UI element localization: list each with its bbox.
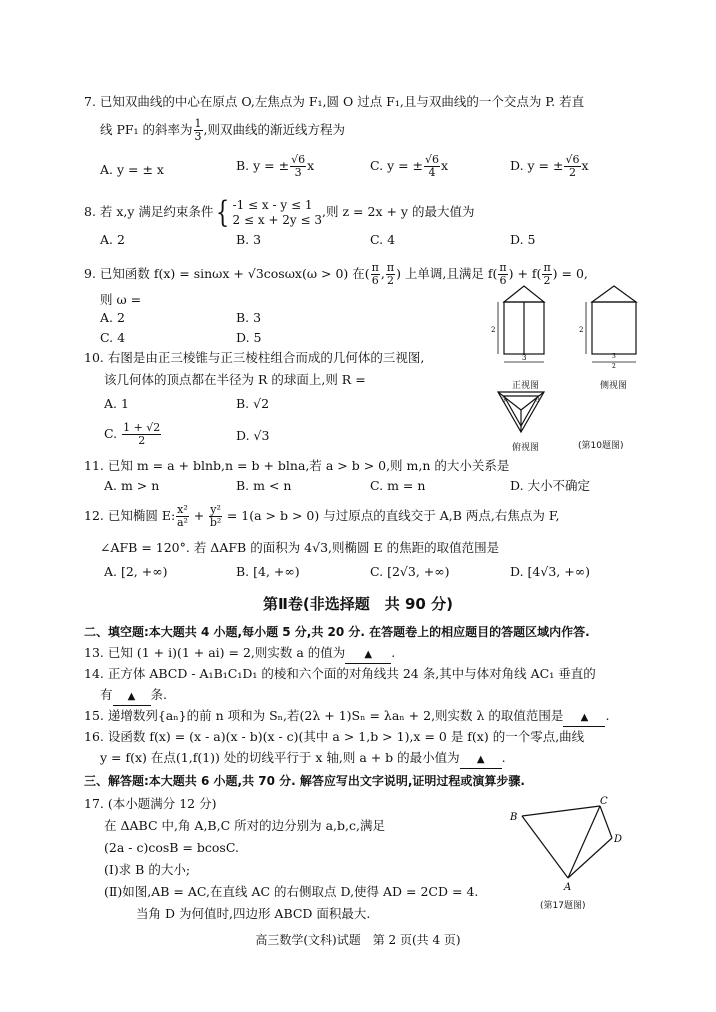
q11-line1: 11. 已知 m = a + blnb,n = b + blna,若 a > b > 0,则 m,n 的大小关系是 bbox=[84, 458, 510, 473]
top-view-dim-right: 3 bbox=[536, 397, 540, 404]
q17-quadrilateral-figure bbox=[508, 792, 638, 914]
q16-line1: 16. 设函数 f(x) = (x - a)(x - b)(x - c)(其中 a > 1,b > 1),x = 0 是 f(x) 的一个零点,曲线 bbox=[84, 729, 585, 744]
q7-b-fraction bbox=[290, 154, 306, 179]
q8-option-b: B. 3 bbox=[236, 232, 262, 247]
q10-c-den: 2 bbox=[138, 434, 146, 447]
side-view-dim-num: 3 bbox=[612, 353, 616, 360]
side-view-dim-2: 2 bbox=[579, 326, 584, 334]
q17-line3: (2a - c)cosB = bcosC. bbox=[104, 840, 239, 855]
q12-frac-x bbox=[176, 504, 189, 529]
q14-post: 条. bbox=[150, 687, 167, 702]
q8-system bbox=[233, 198, 323, 228]
q9-mid2: ) + f( bbox=[508, 266, 542, 281]
q9-frac1-num: π bbox=[371, 261, 379, 274]
q17-line6: 当角 D 为何值时,四边形 ABCD 面积最大. bbox=[136, 906, 371, 921]
q12-frac-y bbox=[209, 504, 222, 529]
q10-option-b: B. √2 bbox=[236, 396, 270, 411]
q7-b-den: 3 bbox=[294, 166, 302, 179]
q7-line2-post: ,则双曲线的渐近线方程为 bbox=[203, 122, 346, 137]
q16-line2: y = f(x) 在点(1,f(1)) 处的切线平行于 x 轴,则 a + b 的最小值为 ▲ . bbox=[100, 750, 506, 769]
q17-line5: (Ⅱ)如图,AB = AC,在直线 AC 的右侧取点 D,使得 AD = 2CD = 4. bbox=[104, 884, 479, 899]
q8-option-d: D. 5 bbox=[510, 232, 536, 247]
q12-plus: + bbox=[193, 508, 205, 523]
q7-option-b bbox=[236, 154, 314, 179]
q15-stem: 15. 递增数列{aₙ}的前 n 项和为 Sₙ,若(2λ + 1)Sₙ = λaₙ + 2,则实数 λ 的取值范围是 bbox=[84, 708, 564, 723]
q12-x2: x² bbox=[177, 503, 188, 516]
q7-slope-den: 3 bbox=[194, 130, 202, 143]
front-view-drawing bbox=[498, 286, 544, 362]
q12-y2: y² bbox=[210, 503, 221, 516]
q15-answer-blank[interactable]: ▲ bbox=[563, 710, 605, 727]
side-view-drawing bbox=[586, 286, 636, 362]
q7-d-fraction bbox=[564, 154, 580, 179]
q9-line2: 则 ω = bbox=[100, 292, 142, 307]
q15-text: 15. 递增数列{aₙ}的前 n 项和为 Sₙ,若(2λ + 1)Sₙ = λaₙ + 2,则实数 λ 的取值范围是 ▲ . bbox=[84, 708, 609, 727]
q12-option-d: D. [4√3, +∞) bbox=[510, 564, 590, 579]
q12-post: = 1(a > b > 0) 与过原点的直线交于 A,B 两点,右焦点为 F, bbox=[226, 508, 560, 523]
q11-option-b: B. m < n bbox=[236, 478, 292, 493]
q9-option-a: A. 2 bbox=[100, 310, 125, 325]
q14-line1: 14. 正方体 ABCD - A₁B₁C₁D₁ 的棱和六个面的对角线共 24 条,其中与体对角线 AC₁ 垂直的 bbox=[84, 666, 596, 681]
q9-frac1-den: 6 bbox=[371, 274, 379, 287]
q14-pre: 有 bbox=[100, 687, 113, 702]
q16-stem: y = f(x) 在点(1,f(1)) 处的切线平行于 x 轴,则 a + b 的最小值为 bbox=[100, 750, 460, 765]
q14-line2 bbox=[100, 687, 167, 706]
q7-b-num: √6 bbox=[291, 153, 306, 166]
q9-pre: 9. 已知函数 f(x) = sinωx + √3cosωx(ω > 0) 在( bbox=[84, 266, 370, 281]
q12-option-c: C. [2√3, +∞) bbox=[370, 564, 450, 579]
q10-option-a: A. 1 bbox=[104, 396, 129, 411]
q7-c-pre: C. y = ± bbox=[370, 158, 424, 173]
side-view-label: 侧视图 bbox=[600, 381, 628, 391]
q10-option-c bbox=[104, 422, 162, 447]
q8-stem bbox=[84, 196, 474, 228]
figure10-caption: (第10题图) bbox=[578, 441, 624, 451]
front-view-label: 正视图 bbox=[512, 381, 540, 391]
q7-option-a: A. y = ± x bbox=[100, 162, 164, 177]
q7-b-x: x bbox=[307, 158, 315, 173]
q12-option-b: B. [4, +∞) bbox=[236, 564, 300, 579]
q10-line1: 10. 右图是由正三棱锥与正三棱柱组合而成的几何体的三视图, bbox=[84, 350, 425, 365]
q9-option-c: C. 4 bbox=[100, 330, 126, 345]
q13-text: 13. 已知 (1 + i)(1 + ai) = 2,则实数 a 的值为 ▲ . bbox=[84, 645, 395, 664]
q11-option-c: C. m = n bbox=[370, 478, 426, 493]
q12-option-a: A. [2, +∞) bbox=[104, 564, 168, 579]
q9-frac4-den: 2 bbox=[543, 274, 551, 287]
vertex-b-label: B bbox=[510, 812, 518, 823]
q9-frac3-num: π bbox=[499, 261, 507, 274]
q8-brace: { bbox=[216, 194, 230, 230]
q7-option-c bbox=[370, 154, 448, 179]
q7-c-den: 4 bbox=[428, 166, 436, 179]
q9-frac3-den: 6 bbox=[499, 274, 507, 287]
q9-frac1 bbox=[371, 262, 380, 287]
page-footer: 高三数学(文科)试题 第 2 页(共 4 页) bbox=[255, 933, 461, 947]
q12-pre: 12. 已知椭圆 E: bbox=[84, 508, 176, 523]
q7-line2 bbox=[100, 118, 345, 143]
quadrilateral-abcd bbox=[522, 806, 612, 878]
front-view-dim-3: 3 bbox=[522, 354, 527, 362]
figure17-caption: (第17题图) bbox=[540, 901, 586, 911]
q7-d-x: x bbox=[581, 158, 589, 173]
q16-answer-blank[interactable]: ▲ bbox=[460, 752, 502, 769]
q10-option-d: D. √3 bbox=[236, 428, 270, 443]
q10-c-num: 1 + √2 bbox=[123, 421, 161, 434]
top-view-dim-left: 3 bbox=[502, 397, 506, 404]
front-view-dim-2: 2 bbox=[491, 326, 496, 334]
q9-post: ) = 0, bbox=[552, 266, 588, 281]
q12-line2: ∠AFB = 120°. 若 ΔAFB 的面积为 4√3,则椭圆 E 的焦距的取值范围是 bbox=[100, 540, 500, 555]
q9-frac2-den: 2 bbox=[386, 274, 394, 287]
q7-d-num: √6 bbox=[565, 153, 580, 166]
q8-pre: 8. 若 x,y 满足约束条件 bbox=[84, 204, 214, 219]
q7-d-den: 2 bbox=[568, 166, 576, 179]
q10-c-fraction bbox=[122, 422, 161, 447]
q7-c-num: √6 bbox=[425, 153, 440, 166]
q13-answer-blank[interactable]: ▲ bbox=[345, 647, 391, 664]
q17-line1: 17. (本小题满分 12 分) bbox=[84, 796, 217, 811]
q7-slope-num: 1 bbox=[194, 117, 202, 130]
q14-answer-blank[interactable]: ▲ bbox=[113, 689, 151, 706]
q9-frac2-num: π bbox=[386, 261, 395, 274]
q17-line2: 在 ΔABC 中,角 A,B,C 所对的边分别为 a,b,c,满足 bbox=[104, 818, 385, 833]
q17-line4: (Ⅰ)求 B 的大小; bbox=[104, 862, 191, 877]
q9-frac2 bbox=[386, 262, 395, 287]
q10-line2: 该几何体的顶点都在半径为 R 的球面上,则 R = bbox=[104, 372, 366, 387]
section3-header: 三、解答题:本大题共 6 小题,共 70 分. 解答应写出文字说明,证明过程或演算步骤. bbox=[84, 774, 525, 788]
q8-post: ,则 z = 2x + y 的最大值为 bbox=[322, 204, 475, 219]
q7-line2-pre: 线 PF₁ 的斜率为 bbox=[100, 122, 193, 137]
q10-c-pre: C. bbox=[104, 426, 118, 441]
top-view-label: 俯视图 bbox=[512, 443, 540, 453]
q7-c-fraction bbox=[424, 154, 440, 179]
q12-a2: a² bbox=[177, 516, 188, 529]
q7-b-pre: B. y = ± bbox=[236, 158, 290, 173]
q7-option-d bbox=[510, 154, 589, 179]
q9-option-b: B. 3 bbox=[236, 310, 262, 325]
q8-row1: -1 ≤ x - y ≤ 1 bbox=[232, 197, 313, 212]
q7-line1: 7. 已知双曲线的中心在原点 O,左焦点为 F₁,圆 O 过点 F₁,且与双曲线的一个交点为 P. 若直 bbox=[84, 94, 585, 109]
q13-stem: 13. 已知 (1 + i)(1 + ai) = 2,则实数 a 的值为 bbox=[84, 645, 346, 660]
q9-option-d: D. 5 bbox=[236, 330, 262, 345]
vertex-a-label: A bbox=[564, 882, 572, 893]
q12-b2: b² bbox=[209, 516, 222, 529]
side-view-dim-den: 2 bbox=[612, 363, 616, 370]
section2-header: 二、填空题:本大题共 4 小题,每小题 5 分,共 20 分. 在答题卷上的相应题目的答题区域内作答. bbox=[84, 625, 590, 639]
q8-row2: 2 ≤ x + 2y ≤ 3 bbox=[232, 212, 323, 227]
q7-d-pre: D. y = ± bbox=[510, 158, 564, 173]
q8-option-a: A. 2 bbox=[100, 232, 125, 247]
q8-option-c: C. 4 bbox=[370, 232, 396, 247]
q9-line1: 9. 已知函数 f(x) = sinωx + √3cosωx(ω > 0) 在( $\frac{\pi}{6}$ , $\frac{\pi}{2}$ ) 上单调,且满足 f( $\frac{\pi}{6}$ ) + f( $\frac{\pi}{2}$ ) = 0, bbox=[84, 261, 588, 287]
q11-option-a: A. m > n bbox=[104, 478, 160, 493]
part2-title: 第Ⅱ卷(非选择题 共 90 分) bbox=[263, 595, 453, 613]
q10-three-views-figure bbox=[490, 282, 652, 454]
q7-slope-fraction bbox=[194, 118, 203, 143]
q9-mid: ) 上单调,且满足 f( bbox=[396, 266, 498, 281]
vertex-c-label: C bbox=[600, 796, 608, 807]
q12-line1 bbox=[84, 504, 560, 529]
q7-c-x: x bbox=[441, 158, 449, 173]
vertex-d-label: D bbox=[614, 834, 623, 845]
q9-frac4-num: π bbox=[543, 261, 551, 274]
q11-option-d: D. 大小不确定 bbox=[510, 478, 591, 493]
